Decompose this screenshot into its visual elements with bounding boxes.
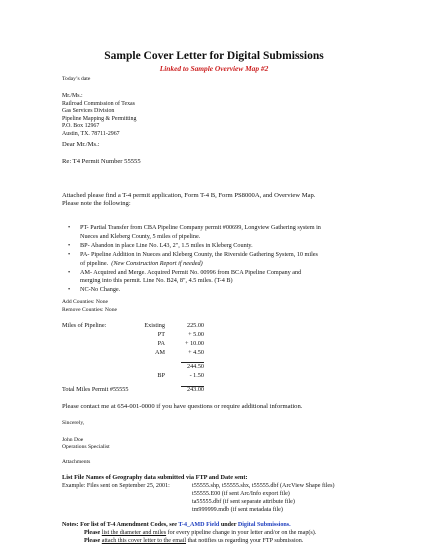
ftp-example-label: Example: Files sent on September 25, 2001: <box>62 483 170 489</box>
salutation: Dear Mr./Ms.: <box>62 141 100 148</box>
list-item: • BP- Abandon in place Line No. L43, 2", 1.5 miles in Kleberg County. <box>68 242 321 251</box>
amd-field-link[interactable]: T-4_AMD Field <box>178 522 220 528</box>
signer-title: Operations Specialist <box>62 444 110 450</box>
notes-line <box>84 538 303 544</box>
miles-value: + 4.50 <box>188 349 204 356</box>
notes-underlined: attach this cover letter to the email <box>101 538 187 544</box>
list-item-text: of pipeline. <box>80 259 109 267</box>
notes-prefix: Notes: For list of T-4 Amendment Codes, see <box>62 522 179 528</box>
contact-text: Please contact me at 654-001-0000 if you have questions or require additional information. <box>62 403 303 410</box>
ftp-file: ta55555.dbf (if sent separate attribute file) <box>192 499 295 505</box>
notes-line <box>84 530 316 536</box>
address-line: Austin, TX. 78711-2967 <box>62 130 120 137</box>
intro-text: Attached please find a T-4 permit application, Form T-4 B, Form PS8000A, and Overview Map. <box>62 192 316 199</box>
miles-value: - 1.50 <box>189 372 204 379</box>
attachments: Attachments <box>62 459 91 465</box>
address-line: Gas Services Division <box>62 108 115 115</box>
miles-code: Existing <box>144 322 165 329</box>
intro-text: Please note the following: <box>62 200 131 207</box>
miles-value: + 10.00 <box>185 340 204 347</box>
list-item: • NC-No Change. <box>68 286 321 295</box>
ftp-file: tm999999.mdb (if sent metadata file) <box>192 507 283 513</box>
address-line: Railroad Commission of Texas <box>62 100 135 107</box>
notes-text: that notifies us regarding your FTP submission. <box>186 538 304 544</box>
miles-code: BP <box>157 372 165 379</box>
list-item-continuation: Nueces and Kleberg County, 5 miles of pipeline. <box>80 232 201 240</box>
ftp-heading: List File Names of Geography data submitted via FTP and Date sent: <box>62 474 248 481</box>
miles-code: PA <box>157 340 165 347</box>
recipient-address <box>62 93 136 139</box>
list-item-continuation <box>68 260 321 269</box>
ftp-file: t55555.E00 (if sent Arc/Info export file) <box>192 491 290 497</box>
miles-code: PT <box>157 331 165 338</box>
address-line: Pipeline Mapping & Permitting <box>62 115 137 122</box>
change-list <box>68 224 321 295</box>
page-title: Sample Cover Letter for Digital Submissions <box>104 50 324 62</box>
notes-line <box>62 522 291 528</box>
miles-code: AM <box>155 349 165 356</box>
list-item: • PA- Pipeline Addition in Nueces and Kleberg County, the Riverside Gathering System, 10 miles <box>68 251 321 260</box>
remove-counties: Remove Counties: None <box>62 307 117 313</box>
list-item-note: (New Construction Report if needed) <box>111 259 203 267</box>
digital-submissions-link[interactable]: Digital Submissions. <box>237 522 291 528</box>
re-line: Re: T4 Permit Number 55555 <box>62 158 141 165</box>
add-counties: Add Counties: None <box>62 299 108 305</box>
notes-underlined: list the diameter and miles <box>101 530 167 536</box>
list-item: • AM- Acquired and Merge. Acquired Permit No. 00996 from BCA Pipeline Company and <box>68 269 321 278</box>
list-item: • PT- Partial Transfer from CBA Pipeline Company permit #00699, Longview Gathering system in <box>68 224 321 233</box>
salutation-top: Mr./Ms.: <box>62 93 83 99</box>
miles-total: 243.00 <box>186 386 204 393</box>
miles-label: Miles of Pipeline: <box>62 322 107 329</box>
miles-value: + 5.00 <box>188 331 204 338</box>
notes-mid: under <box>219 522 238 528</box>
notes-text: Please <box>84 530 102 536</box>
total-label: Total Miles Permit #55555 <box>62 386 129 393</box>
address-line: P.O. Box 12967 <box>62 123 100 130</box>
letter-date: Today’s date <box>62 76 91 82</box>
ftp-file: t55555.shp, t55555.shx, t55555.dbf (ArcView Shape files) <box>192 483 335 489</box>
notes-text: Please <box>84 538 102 544</box>
miles-subtotal: 244.50 <box>186 363 204 370</box>
page-subtitle-link[interactable]: Linked to Sample Overview Map #2 <box>159 64 269 73</box>
closing: Sincerely, <box>62 420 85 426</box>
list-item-continuation: merging into this permit. Line No. B24, 8", 4.5 miles. (T-4 B) <box>80 277 233 285</box>
notes-text: for every pipeline change in your letter and/or on the map(s). <box>166 530 317 536</box>
signer-name: John Doe <box>62 437 84 443</box>
miles-value: 225.00 <box>186 322 204 329</box>
